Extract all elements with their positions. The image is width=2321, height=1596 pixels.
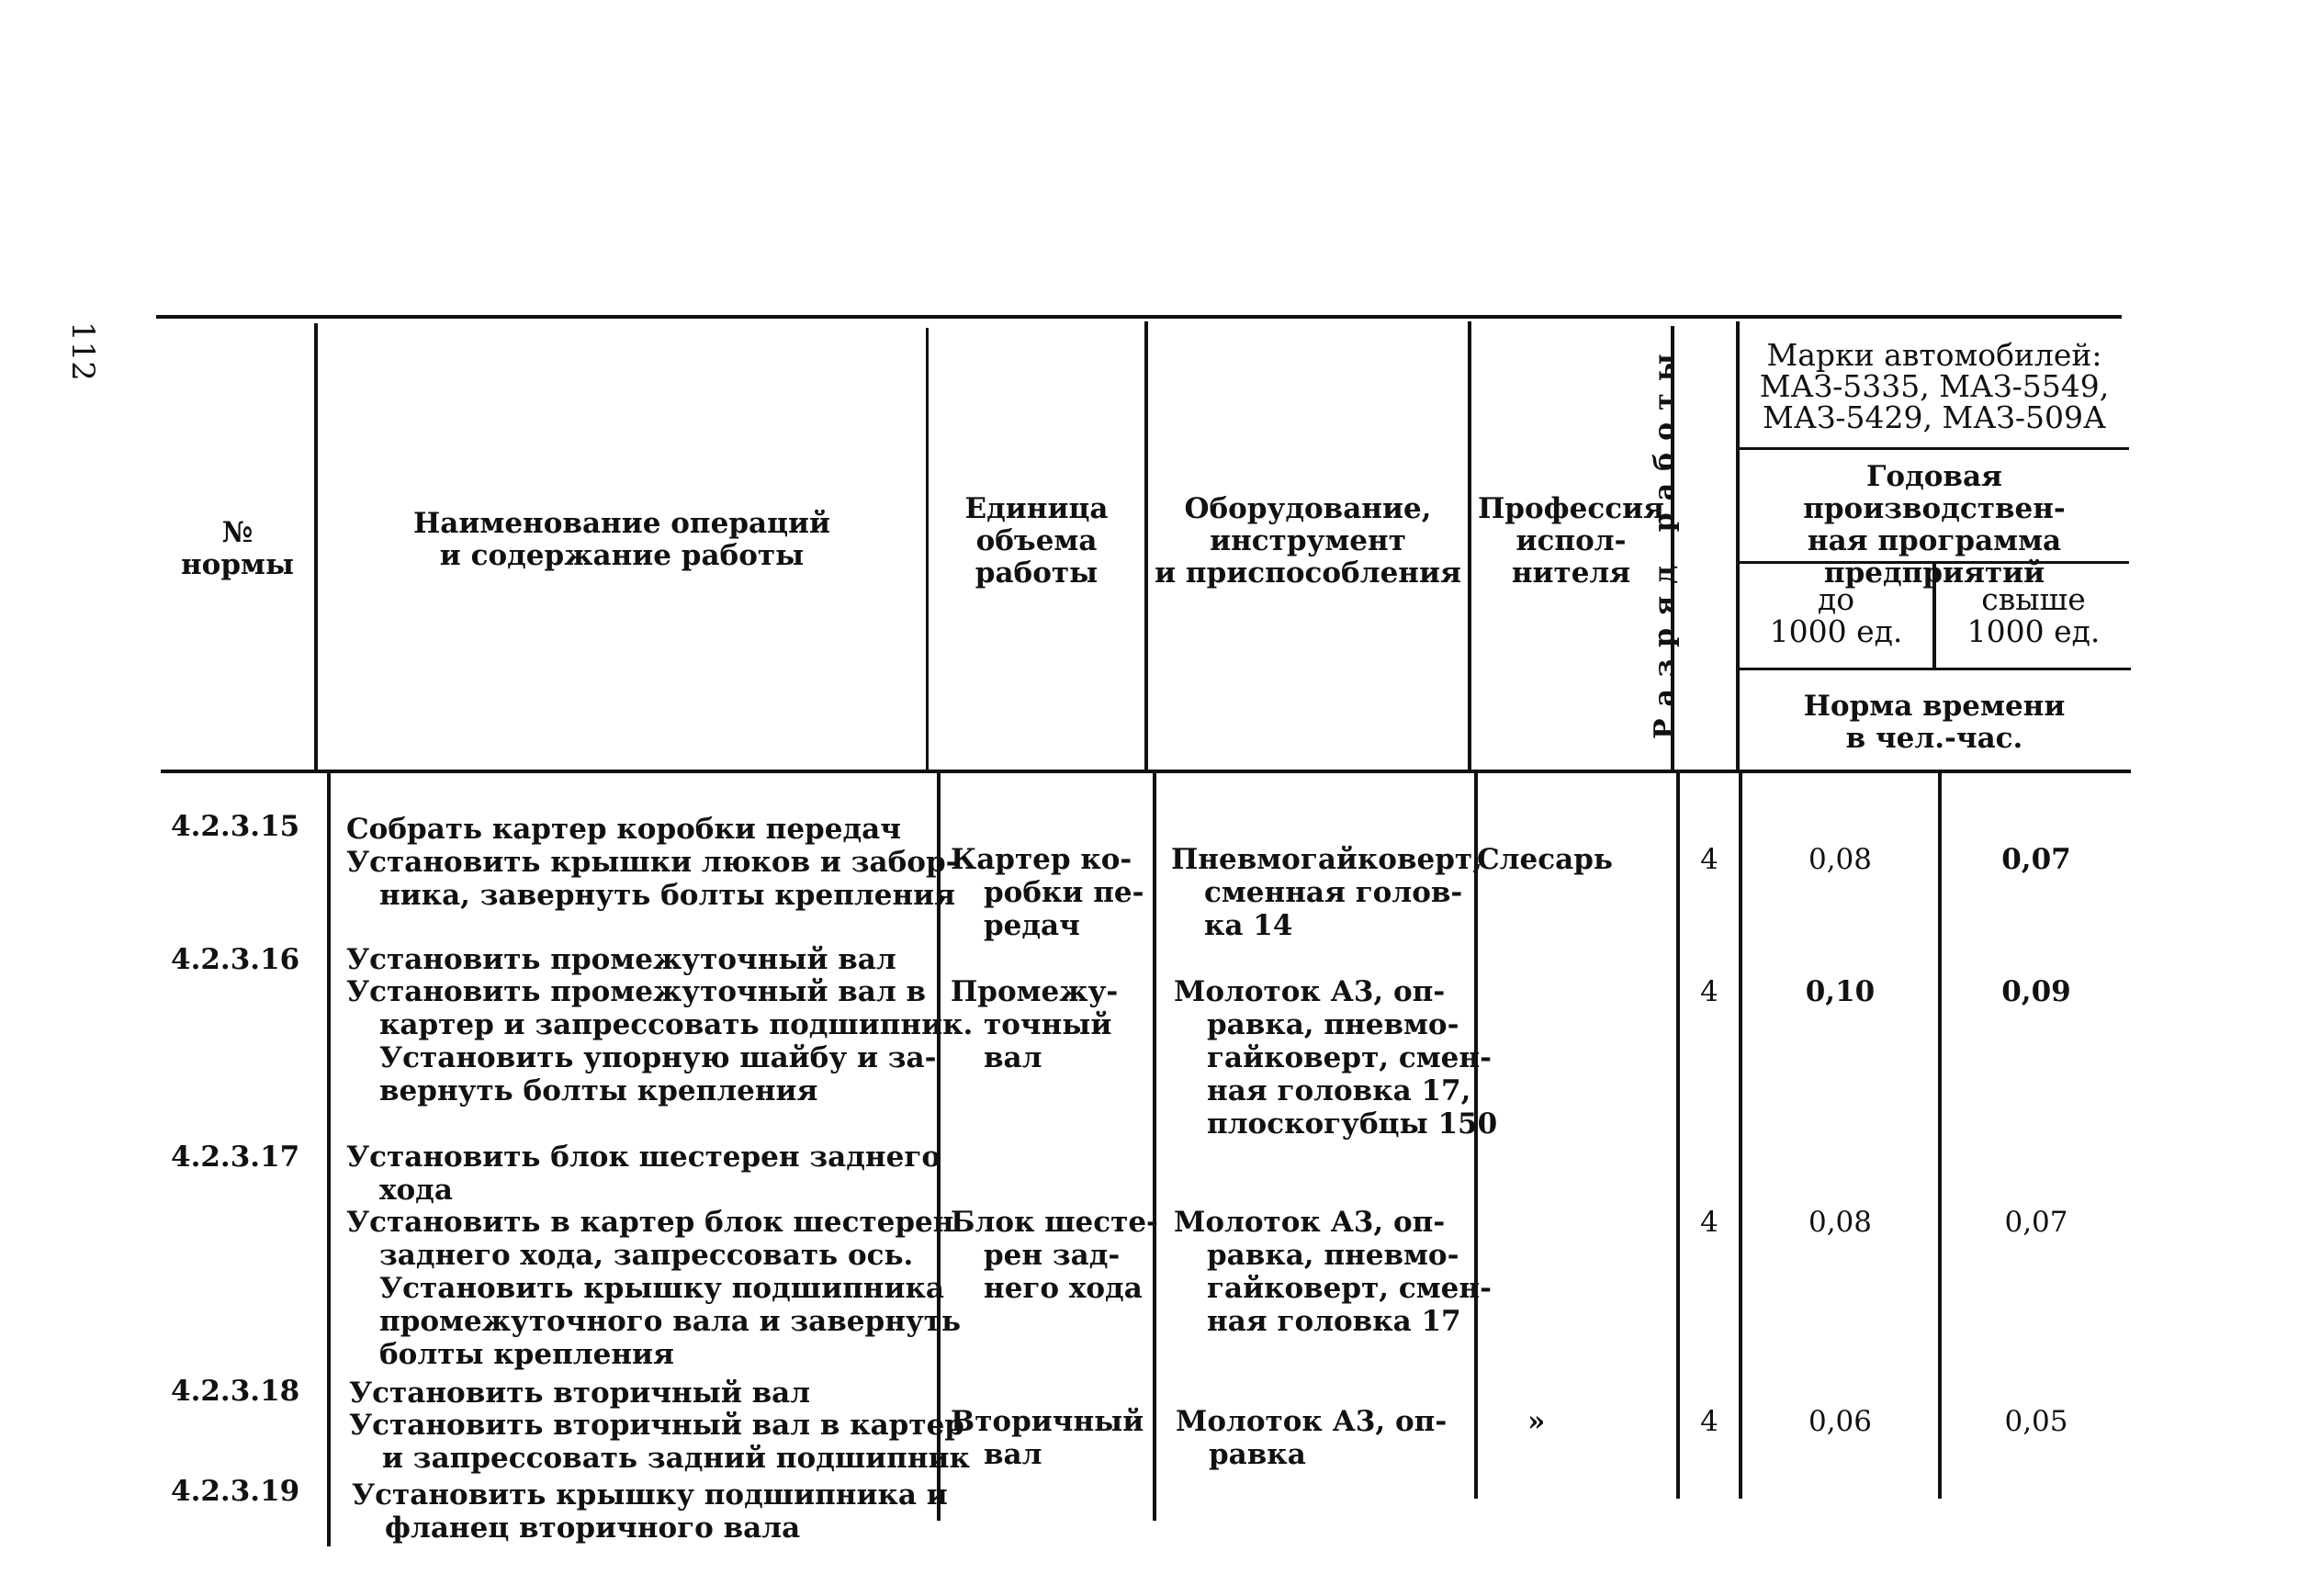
body-divider [1938,773,1942,1499]
row-title: Установить вторичный вал [349,1377,811,1410]
header-program: Годовая производствен- ная программа предприятий [1803,460,2066,590]
header-unit: Единица объема работы [964,492,1109,590]
row-unit: Картер ко- робки пе- редач [951,843,1144,942]
table-top-rule [156,315,2122,319]
row-grade: 4 [1700,843,1718,876]
row-upto: 0,10 [1805,975,1876,1008]
row-title: Установить промежуточный вал [346,943,896,976]
row-equipment: Молоток А3, оп- равка, пневмо- гайковерт, смен- ная головка 17 [1174,1206,1492,1338]
row-content: Установить в картер блок шестерен заднего хода, запрессовать ось. Установить крышку подшипника промежуточного вала и завернуть болты крепления [346,1206,961,1371]
header-num: № нормы [180,516,295,581]
row-equipment: Пневмогайковерт, сменная голов- ка 14 [1171,843,1482,942]
row-over: 0,07 [2004,1206,2068,1239]
header-equipment: Оборудование, инструмент и приспособления [1155,492,1461,590]
row-profession: Слесарь [1477,843,1613,876]
header-brands: Марки автомобилей: МАЗ-5335, МАЗ-5549, МАЗ-5429, МАЗ-509А [1759,337,2110,435]
row-title: Установить крышку подшипника и фланец вторичного вала [352,1478,948,1545]
body-divider [1153,773,1156,1521]
row-grade: 4 [1700,1206,1718,1239]
body-divider [1676,773,1680,1499]
row-unit: Вторичный вал [951,1405,1144,1471]
row-upto: 0,08 [1808,843,1873,876]
row-num: 4.2.3.19 [171,1475,300,1508]
header-profession: Профессия испол- нителя [1478,492,1664,590]
row-grade: 4 [1700,975,1718,1008]
row-over: 0,09 [2001,975,2071,1008]
row-num: 4.2.3.17 [171,1141,300,1174]
row-over: 0,05 [2004,1405,2068,1438]
brands-rule [1739,447,2129,450]
row-profession: » [1527,1405,1546,1438]
row-upto: 0,08 [1808,1206,1873,1239]
row-unit: Промежу- точный вал [951,975,1119,1074]
header-bottom-rule [161,770,2131,773]
row-num: 4.2.3.16 [171,943,300,976]
header-over: свыше 1000 ед. [1966,581,2101,649]
norm-rule [1739,668,2131,670]
header-grade: Разряд работы [1649,342,1681,739]
row-upto: 0,06 [1808,1405,1873,1438]
row-content: Установить вторичный вал в картер и запрессовать задний подшипник [349,1409,970,1475]
header-operation-name: Наименование операций и содержание работы [413,507,830,572]
row-grade: 4 [1700,1405,1718,1438]
row-num: 4.2.3.18 [171,1375,300,1408]
row-num: 4.2.3.15 [171,810,300,843]
row-title: Собрать картер коробки передач [346,813,901,846]
row-content: Установить промежуточный вал в картер и запрессовать подшипник. Установить упорную шайбу и за- вернуть болты крепления [346,975,974,1107]
row-equipment: Молоток А3, оп- равка [1176,1405,1448,1471]
row-content: Установить крышки люков и забор- ника, завернуть болты крепления [346,846,958,912]
page-number: 112 [64,321,101,381]
header-upto: до 1000 ед. [1769,581,1903,649]
row-title: Установить блок шестерен заднего хода [346,1141,941,1207]
row-unit: Блок шесте- рен зад- него хода [951,1206,1158,1305]
row-equipment: Молоток А3, оп- равка, пневмо- гайковерт, смен- ная головка 17, плоскогубцы 150 [1174,975,1498,1141]
body-divider [1739,773,1742,1499]
row-over: 0,07 [2001,843,2071,876]
body-divider [327,773,331,1546]
header-norm: Норма времени в чел.-час. [1803,690,2066,755]
